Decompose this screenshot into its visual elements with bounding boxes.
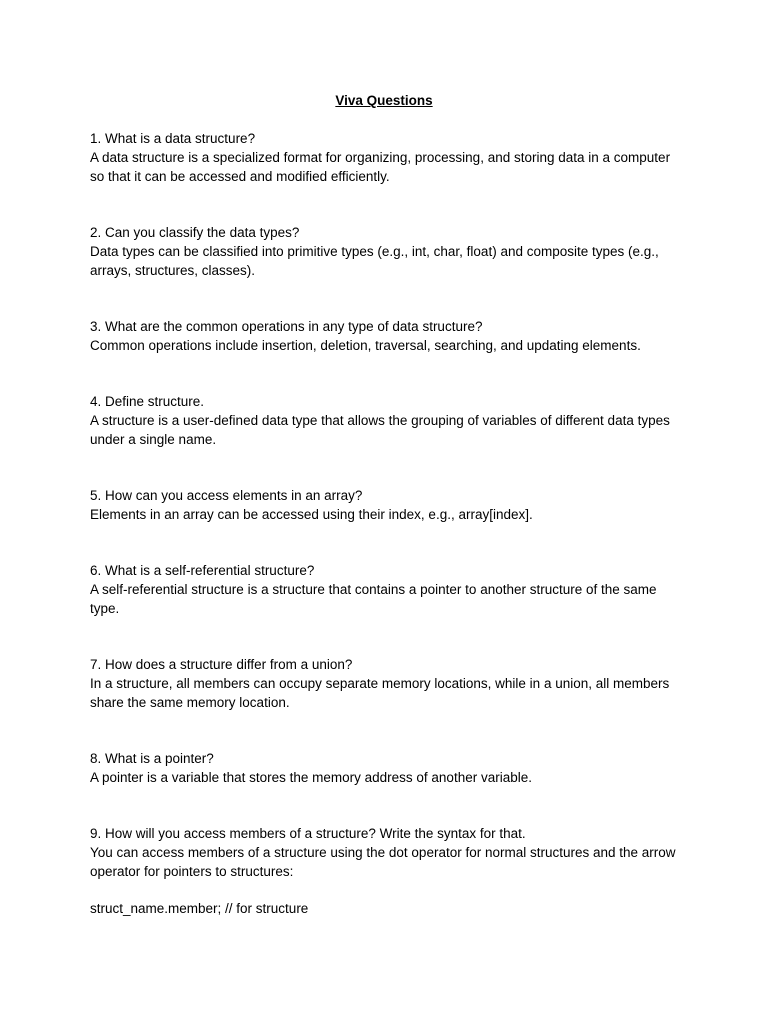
question-1: 1. What is a data structure? (90, 131, 256, 146)
page-title: Viva Questions (335, 93, 433, 108)
answer-8: A pointer is a variable that stores the memory address of another variable. (90, 770, 532, 785)
qa-item-6 (90, 561, 688, 618)
qa-item-2 (90, 223, 688, 280)
qa-item-7 (90, 655, 688, 712)
qa-item-8 (90, 749, 688, 787)
answer-6: A self-referential structure is a structure that contains a pointer to another structure of the same type. (90, 582, 657, 616)
question-5: 5. How can you access elements in an array? (90, 488, 363, 503)
qa-item-3 (90, 317, 688, 355)
qa-item-4 (90, 392, 688, 449)
question-7: 7. How does a structure differ from a union? (90, 657, 353, 672)
qa-item-5 (90, 486, 688, 524)
question-8: 8. What is a pointer? (90, 751, 214, 766)
answer-1: A data structure is a specialized format for organizing, processing, and storing data in a computer so that it can be accessed and modified efficiently. (90, 150, 671, 184)
answer-7: In a structure, all members can occupy separate memory locations, while in a union, all members share the same memory location. (90, 676, 670, 710)
code-snippet: struct_name.member; // for structure (90, 901, 309, 916)
question-6: 6. What is a self-referential structure? (90, 563, 315, 578)
answer-9: You can access members of a structure using the dot operator for normal structures and the arrow operator for pointers to structures: (90, 845, 676, 879)
answer-3: Common operations include insertion, deletion, traversal, searching, and updating elements. (90, 338, 641, 353)
answer-2: Data types can be classified into primitive types (e.g., int, char, float) and composite types (e.g., arrays, structures, classes). (90, 244, 659, 278)
question-2: 2. Can you classify the data types? (90, 225, 300, 240)
qa-item-9 (90, 824, 688, 918)
answer-4: A structure is a user-defined data type that allows the grouping of variables of different data types under a single name. (90, 413, 670, 447)
question-4: 4. Define structure. (90, 394, 205, 409)
answer-5: Elements in an array can be accessed using their index, e.g., array[index]. (90, 507, 533, 522)
question-9: 9. How will you access members of a structure? Write the syntax for that. (90, 826, 526, 841)
qa-item-1 (90, 129, 688, 186)
question-3: 3. What are the common operations in any type of data structure? (90, 319, 483, 334)
